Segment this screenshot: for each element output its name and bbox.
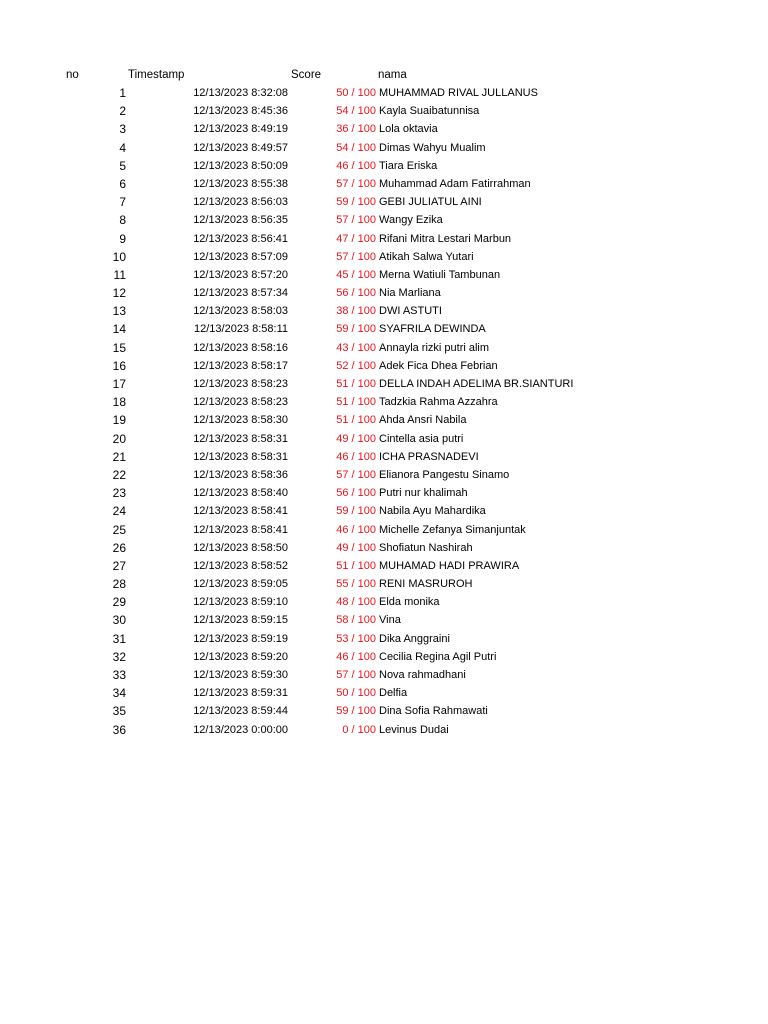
row-score: 54 / 100 [336, 105, 376, 118]
row-timestamp: 12/13/2023 8:59:10 [193, 596, 288, 609]
row-score: 51 / 100 [336, 414, 376, 427]
table-row [0, 393, 768, 411]
row-name: Cintella asia putri [379, 432, 464, 445]
row-timestamp: 12/13/2023 8:56:41 [193, 232, 288, 245]
table-row [0, 175, 768, 193]
row-name: Ahda Ansri Nabila [379, 414, 467, 427]
row-score: 46 / 100 [336, 159, 376, 172]
row-timestamp: 12/13/2023 8:50:09 [193, 159, 288, 172]
row-score: 57 / 100 [336, 177, 376, 190]
row-score: 59 / 100 [336, 705, 376, 718]
table-row [0, 139, 768, 157]
row-number: 1 [119, 86, 126, 100]
row-number: 9 [119, 231, 126, 246]
table-row [0, 320, 768, 338]
row-number: 17 [112, 377, 126, 391]
table-row [0, 666, 768, 684]
row-timestamp: 12/13/2023 8:58:11 [194, 323, 288, 336]
row-number: 15 [112, 340, 126, 355]
table-row [0, 539, 768, 557]
row-name: MUHAMMAD RIVAL JULLANUS [379, 87, 538, 99]
row-score: 49 / 100 [336, 432, 376, 445]
row-score: 36 / 100 [336, 123, 376, 136]
table-row [0, 157, 768, 175]
row-score: 38 / 100 [336, 305, 376, 318]
row-score: 48 / 100 [336, 596, 376, 609]
row-score: 55 / 100 [336, 578, 376, 591]
table-row [0, 266, 768, 284]
row-timestamp: 12/13/2023 8:58:23 [193, 378, 288, 390]
row-number: 7 [119, 195, 126, 210]
score-table-body [0, 84, 768, 739]
row-number: 26 [112, 540, 126, 555]
row-score: 59 / 100 [336, 505, 376, 518]
row-timestamp: 12/13/2023 8:56:03 [193, 196, 288, 209]
row-score: 56 / 100 [336, 287, 376, 300]
row-timestamp: 12/13/2023 8:57:09 [193, 250, 288, 263]
row-score: 57 / 100 [336, 468, 376, 481]
row-name: Wangy Ezika [379, 214, 443, 227]
row-score: 53 / 100 [336, 632, 376, 645]
header-timestamp: Timestamp [128, 69, 185, 81]
row-number: 24 [112, 504, 126, 519]
row-name: Nova rahmadhani [379, 669, 466, 681]
row-timestamp: 12/13/2023 8:58:03 [193, 305, 288, 318]
row-score: 54 / 100 [336, 141, 376, 154]
row-timestamp: 12/13/2023 8:59:15 [193, 614, 288, 627]
row-name: DWI ASTUTI [379, 305, 442, 318]
row-timestamp: 12/13/2023 8:58:31 [193, 450, 288, 463]
row-name: Elda monika [379, 596, 440, 609]
table-row [0, 339, 768, 357]
row-name: Muhammad Adam Fatirrahman [379, 177, 531, 190]
row-number: 19 [112, 413, 126, 428]
row-score: 59 / 100 [336, 323, 376, 336]
row-name: Lola oktavia [379, 123, 438, 136]
row-timestamp: 12/13/2023 8:59:30 [193, 669, 288, 681]
row-timestamp: 12/13/2023 8:59:20 [193, 650, 288, 663]
row-score: 56 / 100 [336, 487, 376, 500]
row-name: Dina Sofia Rahmawati [379, 705, 488, 718]
table-row [0, 102, 768, 120]
row-score: 46 / 100 [336, 523, 376, 536]
row-timestamp: 12/13/2023 8:57:20 [193, 268, 288, 281]
row-name: Levinus Dudai [379, 723, 449, 736]
row-timestamp: 12/13/2023 0:00:00 [193, 723, 288, 736]
row-timestamp: 12/13/2023 8:55:38 [193, 177, 288, 190]
row-number: 18 [112, 395, 126, 410]
row-score: 47 / 100 [336, 232, 376, 245]
row-score: 51 / 100 [336, 378, 376, 390]
row-timestamp: 12/13/2023 8:59:05 [193, 578, 288, 591]
table-row [0, 630, 768, 648]
row-timestamp: 12/13/2023 8:58:50 [193, 541, 288, 554]
table-row [0, 648, 768, 666]
row-number: 14 [112, 322, 126, 337]
row-number: 21 [112, 449, 126, 464]
table-row [0, 357, 768, 375]
row-timestamp: 12/13/2023 8:59:31 [193, 687, 288, 700]
row-name: MUHAMAD HADI PRAWIRA [379, 559, 520, 572]
row-name: RENI MASRUROH [379, 578, 473, 591]
row-number: 16 [112, 358, 126, 373]
header-no: no [66, 69, 79, 81]
row-name: Tiara Eriska [379, 159, 438, 172]
row-number: 36 [112, 722, 126, 737]
table-row [0, 193, 768, 211]
row-name: Nabila Ayu Mahardika [379, 505, 486, 518]
row-name: SYAFRILA DEWINDA [379, 323, 486, 336]
row-name: GEBI JULIATUL AINI [379, 196, 482, 209]
row-name: Vina [379, 614, 401, 627]
row-timestamp: 12/13/2023 8:58:36 [193, 468, 288, 481]
row-number: 12 [112, 286, 126, 301]
header-nama: nama [378, 69, 407, 81]
row-number: 6 [119, 176, 126, 191]
table-row [0, 611, 768, 629]
row-number: 2 [119, 104, 126, 119]
table-row [0, 575, 768, 593]
table-row [0, 302, 768, 320]
row-timestamp: 12/13/2023 8:58:41 [193, 523, 288, 536]
row-number: 29 [112, 595, 126, 610]
row-name: Shofiatun Nashirah [379, 541, 473, 554]
row-name: Annayla rizki putri alim [379, 341, 490, 354]
row-name: Elianora Pangestu Sinamo [379, 468, 510, 481]
row-score: 45 / 100 [336, 268, 376, 281]
row-timestamp: 12/13/2023 8:59:44 [193, 705, 288, 718]
header-score: Score [291, 69, 322, 81]
row-timestamp: 12/13/2023 8:59:19 [193, 632, 288, 645]
row-timestamp: 12/13/2023 8:58:16 [193, 341, 288, 354]
table-row [0, 593, 768, 611]
row-number: 27 [112, 558, 126, 573]
row-timestamp: 12/13/2023 8:57:34 [193, 287, 288, 300]
row-score: 57 / 100 [336, 250, 376, 263]
row-name: Dimas Wahyu Mualim [379, 141, 486, 154]
row-number: 34 [112, 686, 126, 701]
table-row [0, 466, 768, 484]
row-name: Atikah Salwa Yutari [379, 250, 474, 263]
row-timestamp: 12/13/2023 8:58:17 [193, 359, 288, 372]
table-row [0, 211, 768, 229]
row-name: ICHA PRASNADEVI [379, 450, 479, 463]
row-timestamp: 12/13/2023 8:56:35 [193, 214, 288, 227]
table-row [0, 484, 768, 502]
table-row [0, 448, 768, 466]
table-row [0, 120, 768, 138]
row-name: Dika Anggraini [379, 632, 450, 645]
row-number: 5 [119, 158, 126, 173]
table-row [0, 502, 768, 520]
row-timestamp: 12/13/2023 8:45:36 [193, 105, 288, 118]
row-number: 23 [112, 486, 126, 501]
table-row [0, 248, 768, 266]
table-row [0, 557, 768, 575]
row-name: Tadzkia Rahma Azzahra [379, 396, 498, 409]
table-row [0, 375, 768, 393]
row-score: 58 / 100 [336, 614, 376, 627]
row-name: Kayla Suaibatunnisa [379, 105, 480, 118]
row-timestamp: 12/13/2023 8:58:41 [193, 505, 288, 518]
row-name: Merna Watiuli Tambunan [379, 268, 501, 281]
row-score: 49 / 100 [336, 541, 376, 554]
row-timestamp: 12/13/2023 8:49:19 [193, 123, 288, 136]
row-name: Cecilia Regina Agil Putri [379, 650, 497, 663]
row-number: 4 [119, 140, 126, 155]
row-name: Putri nur khalimah [379, 487, 468, 500]
row-number: 31 [112, 631, 126, 646]
table-row [0, 84, 768, 102]
row-timestamp: 12/13/2023 8:58:31 [193, 432, 288, 445]
row-number: 11 [113, 267, 126, 282]
row-number: 35 [112, 704, 126, 719]
table-row [0, 684, 768, 702]
row-number: 13 [112, 304, 126, 319]
row-number: 32 [112, 649, 126, 664]
row-number: 25 [112, 522, 126, 537]
row-number: 3 [119, 122, 126, 137]
row-number: 8 [119, 213, 126, 228]
row-number: 28 [112, 577, 126, 592]
row-number: 10 [112, 249, 126, 264]
table-row [0, 230, 768, 248]
row-name: Adek Fica Dhea Febrian [379, 359, 498, 372]
row-score: 0 / 100 [342, 723, 376, 736]
row-timestamp: 12/13/2023 8:58:40 [193, 487, 288, 500]
row-score: 52 / 100 [336, 359, 376, 372]
row-name: Delfia [379, 687, 408, 700]
table-row [0, 284, 768, 302]
row-name: Rifani Mitra Lestari Marbun [379, 232, 512, 245]
row-number: 22 [112, 467, 126, 482]
table-row [0, 411, 768, 429]
row-score: 46 / 100 [336, 650, 376, 663]
row-score: 57 / 100 [336, 214, 376, 227]
row-number: 20 [112, 431, 126, 446]
row-number: 30 [112, 613, 126, 628]
row-timestamp: 12/13/2023 8:32:08 [193, 87, 288, 99]
row-timestamp: 12/13/2023 8:58:52 [193, 559, 288, 572]
row-name: Nia Marliana [379, 287, 441, 300]
table-row [0, 721, 768, 739]
row-timestamp: 12/13/2023 8:58:30 [193, 414, 288, 427]
row-score: 59 / 100 [336, 196, 376, 209]
table-row [0, 521, 768, 539]
row-score: 43 / 100 [336, 341, 376, 354]
row-timestamp: 12/13/2023 8:49:57 [193, 141, 288, 154]
row-score: 51 / 100 [336, 396, 376, 409]
row-score: 50 / 100 [336, 687, 376, 700]
row-name: Michelle Zefanya Simanjuntak [379, 523, 526, 536]
row-number: 33 [112, 668, 126, 682]
table-row [0, 430, 768, 448]
row-score: 46 / 100 [336, 450, 376, 463]
row-name: DELLA INDAH ADELIMA BR.SIANTURI [379, 378, 574, 390]
row-timestamp: 12/13/2023 8:58:23 [193, 396, 288, 409]
row-score: 57 / 100 [336, 669, 376, 681]
table-row [0, 702, 768, 720]
row-score: 51 / 100 [336, 559, 376, 572]
row-score: 50 / 100 [336, 87, 376, 99]
